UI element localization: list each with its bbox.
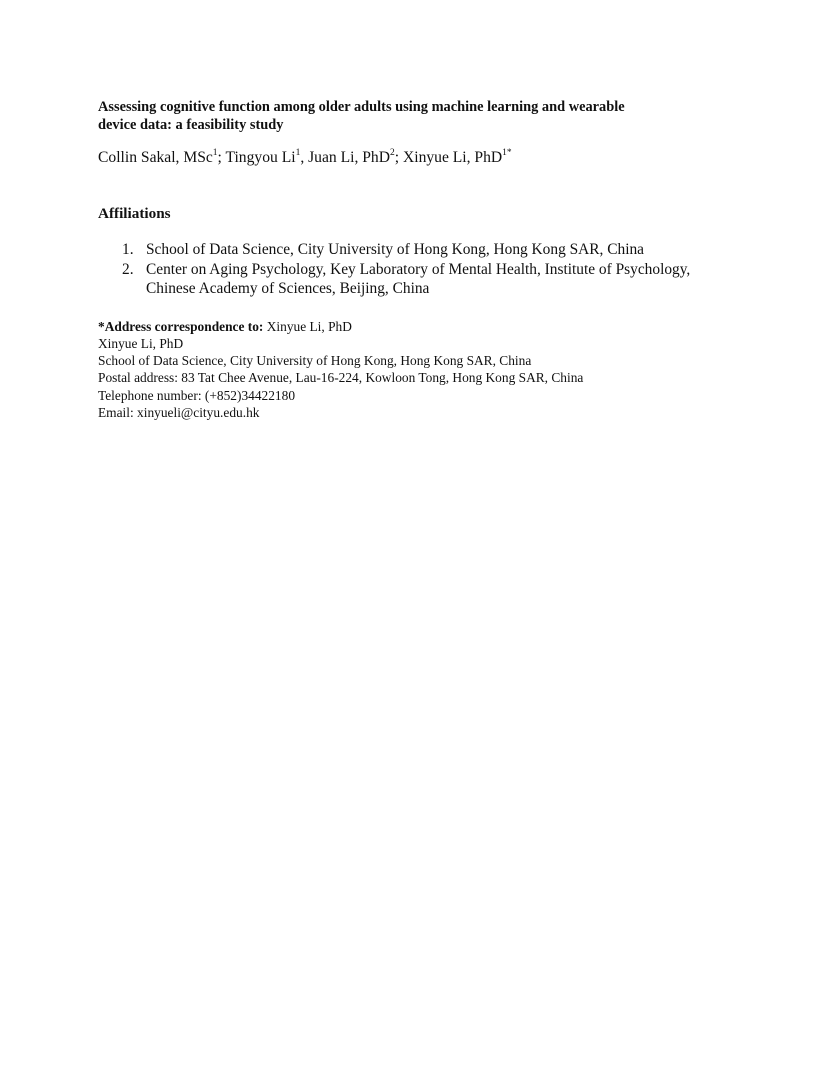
affiliations-list bbox=[98, 240, 738, 299]
author-affiliation-sup: 1 bbox=[295, 147, 301, 158]
paper-title-line-2: device data: a feasibility study bbox=[98, 117, 284, 133]
affiliations-heading: Affiliations bbox=[98, 205, 171, 222]
author: Juan Li, PhD$^2$; bbox=[308, 147, 403, 166]
author-list bbox=[98, 148, 738, 168]
author: Tingyou Li$^1$, bbox=[225, 147, 309, 166]
correspondence-name: Xinyue Li, PhD bbox=[263, 318, 352, 334]
affiliation-text: Center on Aging Psychology, Key Laboratory of Mental Health, Institute of Psychology, bbox=[146, 260, 691, 278]
author-affiliation-sup: 2 bbox=[389, 147, 395, 158]
affiliation-number: 2. bbox=[122, 260, 134, 278]
paper-title bbox=[98, 98, 738, 134]
affiliation-text-continued: Chinese Academy of Sciences, Beijing, China bbox=[146, 280, 430, 297]
title-page bbox=[98, 98, 738, 421]
affiliation-number: 1. bbox=[122, 241, 134, 258]
affiliation-text: School of Data Science, City University of Hong Kong, Hong Kong SAR, China bbox=[146, 241, 645, 258]
author-affiliation-sup: 1 bbox=[212, 147, 218, 158]
author-affiliation-sup: 1* bbox=[502, 147, 512, 158]
correspondence-label: *Address correspondence to: bbox=[98, 318, 264, 334]
correspondence-header bbox=[98, 318, 738, 335]
affiliation-item bbox=[98, 260, 738, 299]
author: Collin Sakal, MSc$^1$; bbox=[98, 147, 226, 166]
correspondence-contact-name: Xinyue Li, PhD bbox=[98, 335, 184, 351]
paper-title-line-1: Assessing cognitive function among older adults using machine learning and wearable bbox=[98, 99, 625, 115]
correspondence-email: Email: xinyueli@cityu.edu.hk bbox=[98, 404, 260, 420]
correspondence-block bbox=[98, 318, 738, 422]
correspondence-telephone: Telephone number: (+852)34422180 bbox=[98, 387, 296, 403]
correspondence-postal-address: Postal address: 83 Tat Chee Avenue, Lau-16-224, Kowloon Tong, Hong Kong SAR, China bbox=[98, 370, 584, 386]
correspondence-department: School of Data Science, City University of Hong Kong, Hong Kong SAR, China bbox=[98, 353, 532, 369]
author: Xinyue Li, PhD$^{1*}$ bbox=[402, 147, 512, 166]
affiliation-item bbox=[98, 240, 738, 260]
